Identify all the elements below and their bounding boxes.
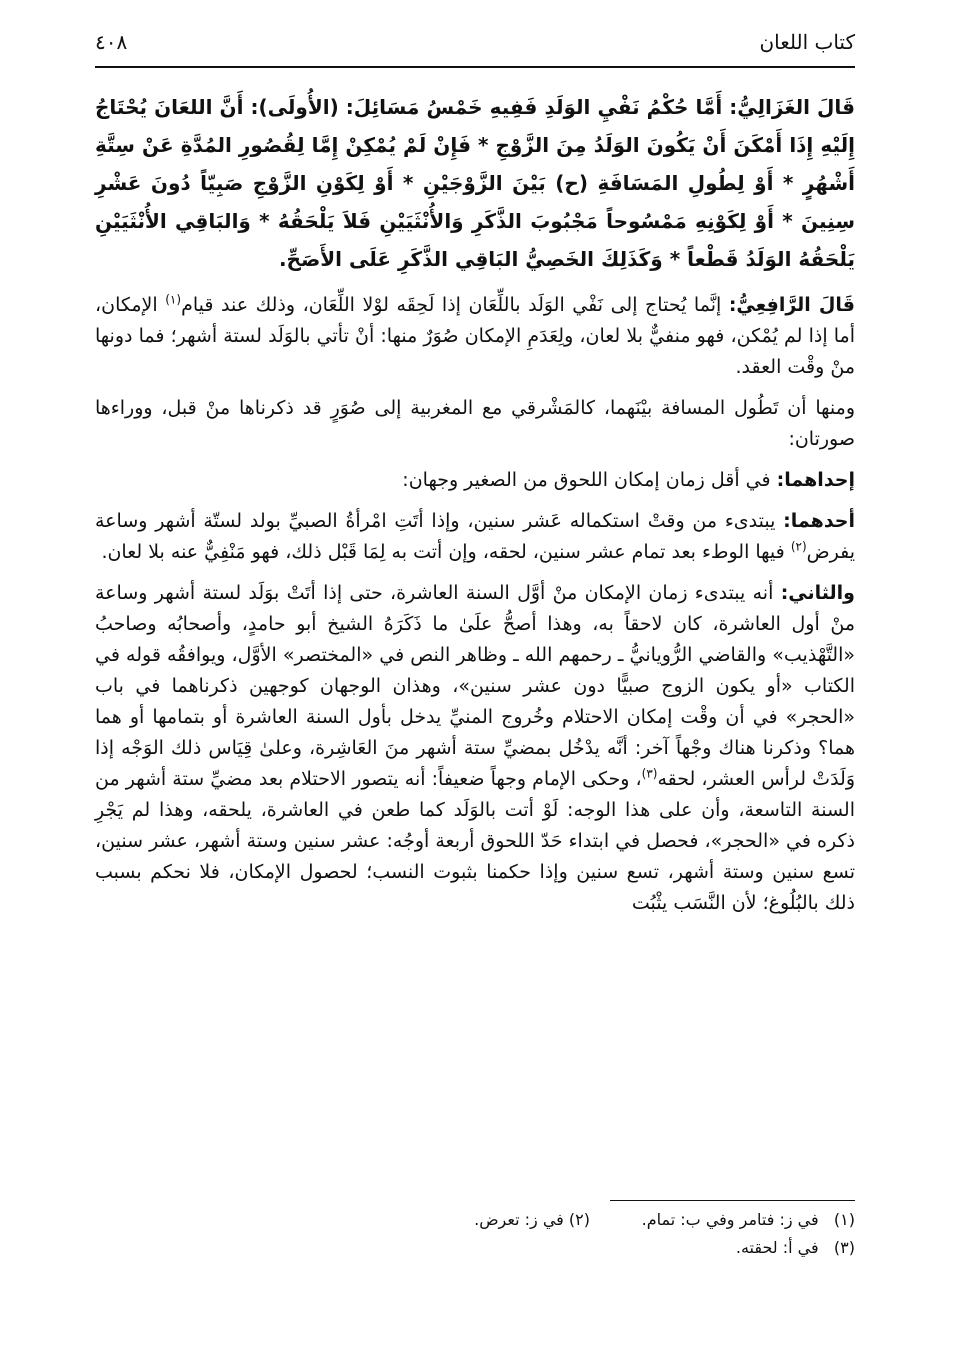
header-rule [95,66,855,68]
rafii-text-1: إنَّما يُحتاج إلى نَفْي الوَلَد باللِّعَان إذا لَحِقَه لوْلا اللِّعَان، وذلك عند قيام [181,294,722,316]
footnote-number: (١) [833,1210,855,1229]
ghazali-text: أَمَّا حُكْمُ نَفْيِ الوَلَدِ فَفِيهِ خَمْسُ مَسَائِلَ: (الأُولَى): أَنَّ اللعَانَ يُحْتَاجُ إِلَيْهِ إِذَا أَمْكَنَ أَنْ يَكُونَ الوَلَدُ مِنَ الزَّوْجِ * فَإِنْ لَمْ يُمْكِنْ إِمَّا لِقُصُورِ المُدَّةِ عَنْ سِتَّةِ أَشْهُرٍ * أَوْ لِطُولِ المَسَافَةِ (ح) بَيْنَ الزَّوْجَيْنِ * أَوْ لِكَوْنِ الزَّوْجِ صَبِيّاً دُونَ عَشْرِ سِنِينَ * أَوْ لِكَوْنِهِ مَمْسُوحاً مَجْبُوبَ الذَّكَرِ وَالأُنْثَيَيْنِ فَلاَ يَلْحَقُهُ * وَالبَاقِي الأُنْثَيَيْنِ يَلْحَقُهُ الوَلَدُ قَطْعاً * وَكَذَلِكَ الخَصِيُّ البَاقِي الذَّكَرِ عَلَى الأَصَحِّ. [95,95,855,271]
two-views-text: في أقل زمان إمكان اللحوق من الصغير وجهان: [402,469,771,491]
rafii-paragraph [95,290,855,383]
footnote-ref-3: (٣) [641,766,658,781]
second-view-lead: والثاني: [780,582,855,604]
footnote-text: في أ: لحقته. [735,1238,819,1257]
two-views-paragraph [95,465,855,496]
footnote-3 [590,1234,855,1262]
footnote-ref-1: (١) [165,292,182,307]
rafii-text-2: الإمكان، أما إذا لم يُمْكن، فهو منفيٌّ بلا لعان، ولِعَدَمِ الإمكان صُوَرٌ منها: أنْ تأتي بالوَلَد لستة أشهر؛ فما دونها منْ وقْت العقد. [95,294,855,378]
footnote-1 [590,1206,855,1234]
footnote-rule [610,1200,855,1201]
footnote-ref-2: (٢) [790,539,807,554]
first-view-text-1: يبتدىء من وقتْ استكماله عَشر سنين، وإذا أتَتِ امْرأةُ الصبيِّ بولد لستّة أشهر وساعة يفرض [95,510,855,563]
ghazali-lead: قَالَ الغَزَالِيُّ: [729,95,855,119]
first-view-lead: أحدهما: [783,510,855,532]
footnotes [95,1206,855,1262]
footnote-text: في ز: تعرض. [474,1210,564,1229]
first-view-paragraph [95,506,855,568]
second-view-text-2: ، وحكى الإمام وجهاً ضعيفاً: أنه يتصور الاحتلام بعد مضيِّ ستة أشهر من السنة التاسعة، وأن على هذا الوجه: لَوْ أتت بالوَلَد كما طعن في العاشرة، يلحقه، وهذا لم يَجْرِ ذكره في «الحجر»، فحصل في ابتداء حَدّ اللحوق أربعة أوجُه: عشر سنين وستة أشهر، عشر سنين، تسع سنين وستة أشهر، تسع سنين وإذا حكمنا بثبوت النسب؛ لحصول الإمكان، فلا نحكم بسبب ذلك بالبُلُوغ؛ لأن النَّسَب يثْبُت [95,768,855,914]
ghazali-paragraph [95,88,855,278]
two-views-lead: إحداهما: [776,469,855,491]
second-view-paragraph [95,578,855,919]
footnote-row [95,1206,855,1234]
footnote-number: (٣) [833,1238,855,1257]
rafii-lead: قَالَ الرَّافِعِيُّ: [728,294,855,316]
distance-paragraph: ومنها أن تَطُول المسافة بيْنَهما، كالمَشْرقي مع المغربية إلى صُوَرٍ قد ذكرناها منْ قبل، ووراءها صورتان: [95,397,855,450]
book-page [95,28,855,1338]
main-text [95,88,855,929]
footnote-row [95,1234,855,1262]
page-number: ٤٠٨ [95,30,128,54]
running-header [95,28,855,62]
footnote-text: في ز: فتامر وفي ب: تمام. [641,1210,819,1229]
footnote-number: (٢) [568,1210,590,1229]
footnote-2 [325,1206,590,1234]
chapter-title: كتاب اللعان [759,30,855,54]
first-view-text-2: فيها الوطء بعد تمام عشر سنين، لحقه، وإن أتت به لِمَا قَبْل ذلك، فهو مَنْفِيٌّ عنه بلا لعان. [101,541,785,563]
second-view-text-1: أنه يبتدىء زمان الإمكان منْ أوَّل السنة العاشرة، حتى إذا أتَتْ بوَلَد لستة أشهر وساعة منْ أول العاشرة، كان لاحقاً به، وهذا أصحُّ علَىٰ ما ذَكَرَهُ الشيخ أبو حامدٍ، وأصحابُه وصاحبُ «التَّهْذيب» والقاضي الرُّويانيُّ ـ رحمهم الله ـ وظاهر النص في «المختصر» الأوَّل، ويوافقُه قوله في الكتاب «أو يكون الزوج صبيًّا دون عشر سنين»، وهذان الوجهان كوجهين ذكرناهما في باب «الحجر» في أن وقْت إمكان الاحتلام وخُروج المنيِّ يدخل بأول السنة العاشرة أو بتمامها أو هما هما؟ وذكرنا هناك وجْهاً آخر: أنَّه يدْخُل بمضيِّ ستة أشهر منَ العَاشِرة، وعلىٰ قِيَاس ذلك الوَجْه إذا وَلَدَتْ لرأس العشر، لحقه [95,582,856,790]
